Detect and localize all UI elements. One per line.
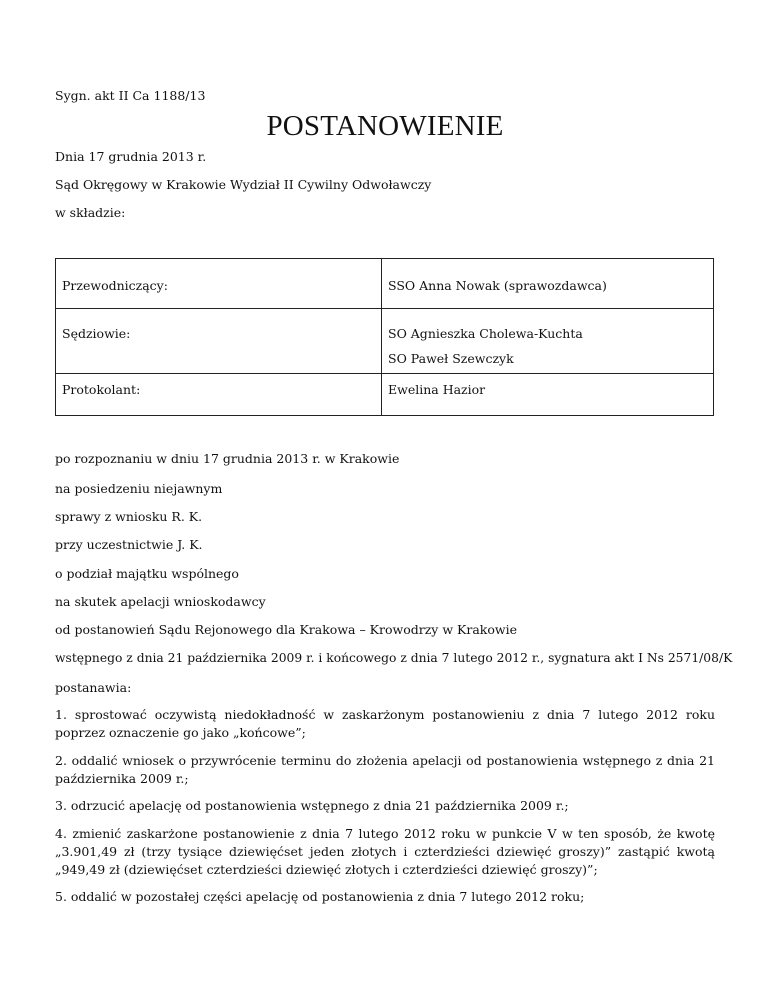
judge-name: SO Paweł Szewczyk xyxy=(388,351,514,366)
document-title: POSTANOWIENIE xyxy=(266,110,504,142)
ruling-item: 4. zmienić zaskarżone postanowienie z dnia 7 lutego 2012 roku w punkcie V w ten sposób, że kwotę „3.901,49 zł (trzy tysiące dziewięćset jeden złotych i czterdzieści dziewięć groszy)” zastąpić kwotą „949,49 zł (dziewięćset czterdzieści dziewięć złotych i czterdzieści dziewięć groszy)”; xyxy=(55,826,715,877)
body-line: o podział majątku wspólnego xyxy=(55,566,239,581)
table-cell xyxy=(56,309,382,374)
table-row xyxy=(56,309,714,374)
composition-intro: w składzie: xyxy=(55,205,126,220)
body-line: po rozpoznaniu w dniu 17 grudnia 2013 r. w Krakowie xyxy=(55,451,400,466)
table-cell xyxy=(56,259,382,309)
body-line: postanawia: xyxy=(55,680,132,695)
body-line: na skutek apelacji wnioskodawcy xyxy=(55,594,266,609)
ruling-item: 2. oddalić wniosek o przywrócenie terminu do złożenia apelacji od postanowienia wstępnego z dnia 21 października 2009 r.; xyxy=(55,753,715,786)
judges-label: Sędziowie: xyxy=(62,326,131,341)
body-line: przy uczestnictwie J. K. xyxy=(55,537,203,552)
clerk-value: Ewelina Hazior xyxy=(388,382,486,397)
chair-value: SSO Anna Nowak (sprawozdawca) xyxy=(388,278,607,293)
clerk-label: Protokolant: xyxy=(62,382,141,397)
judge-name: SO Agnieszka Cholewa-Kuchta xyxy=(388,326,583,341)
table-cell xyxy=(382,309,714,374)
body-line: na posiedzeniu niejawnym xyxy=(55,481,223,496)
case-signature: Sygn. akt II Ca 1188/13 xyxy=(55,88,206,103)
table-row xyxy=(56,374,714,416)
table-cell xyxy=(56,374,382,416)
date-line: Dnia 17 grudnia 2013 r. xyxy=(55,149,207,164)
ruling-item: 3. odrzucić apelację od postanowienia wstępnego z dnia 21 października 2009 r.; xyxy=(55,798,569,813)
body-line: wstępnego z dnia 21 października 2009 r. i końcowego z dnia 7 lutego 2012 r., sygnatura akt I Ns 2571/08/K xyxy=(55,651,733,665)
table-cell xyxy=(382,259,714,309)
ruling-item: 1. sprostować oczywistą niedokładność w zaskarżonym postanowieniu z dnia 7 lutego 2012 roku poprzez oznaczenie go jako „końcowe”; xyxy=(55,707,715,740)
ruling-item: 5. oddalić w pozostałej części apelację od postanowienia z dnia 7 lutego 2012 roku; xyxy=(55,889,585,904)
body-line: sprawy z wniosku R. K. xyxy=(55,509,203,524)
composition-table xyxy=(55,258,714,416)
table-row xyxy=(56,259,714,309)
chair-label: Przewodniczący: xyxy=(62,278,168,293)
court-line: Sąd Okręgowy w Krakowie Wydział II Cywilny Odwoławczy xyxy=(55,177,432,192)
body-line: od postanowień Sądu Rejonowego dla Krakowa – Krowodrzy w Krakowie xyxy=(55,622,517,637)
table-cell xyxy=(382,374,714,416)
